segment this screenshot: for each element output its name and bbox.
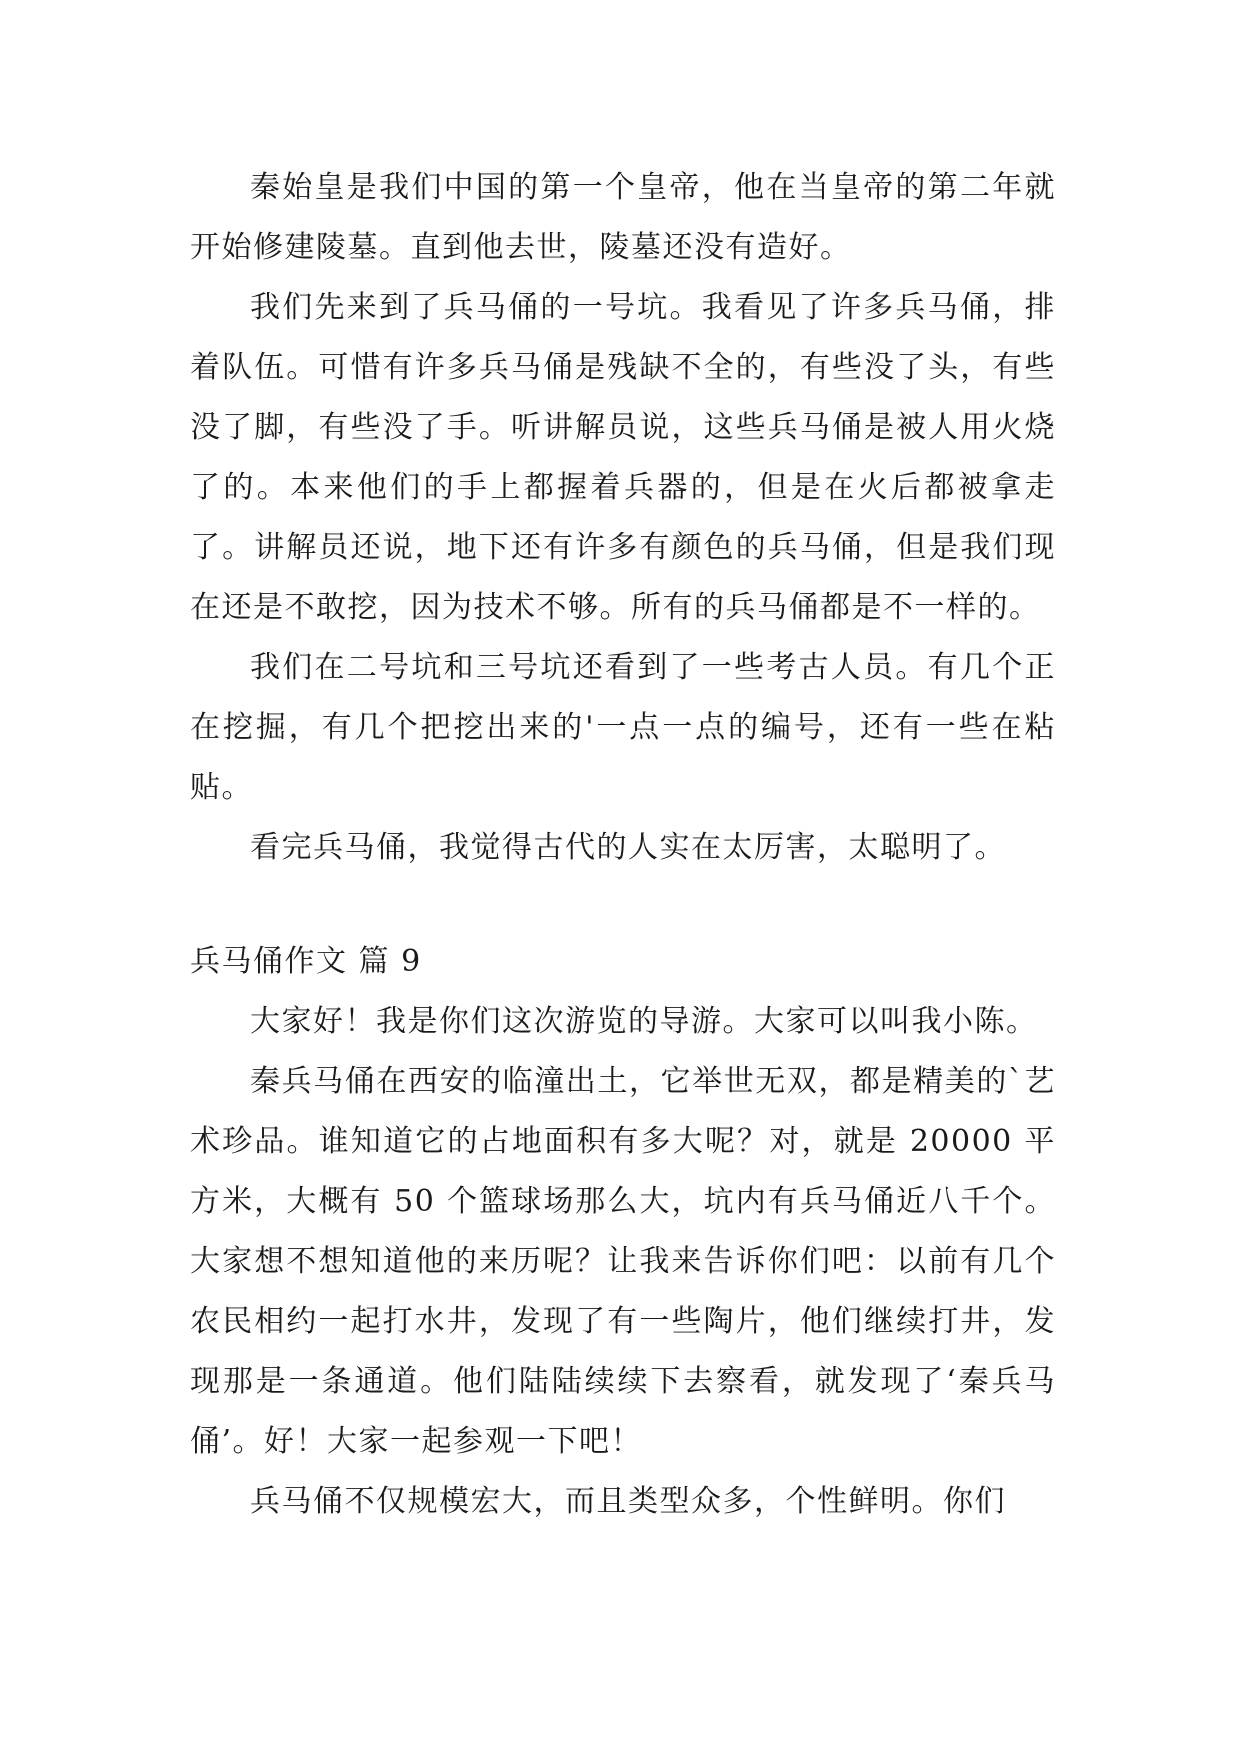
paragraph-scale: 兵马俑不仅规模宏大，而且类型众多，个性鲜明。你们 bbox=[250, 1484, 1006, 1519]
paragraph-pits-two-three: 我们在二号坑和三号坑还看到了一些考古人员。有几个正在挖掘，有几个把挖出来的'一点一点的编号，还有一些在粘贴。 bbox=[190, 650, 1056, 805]
paragraph-pit-one: 我们先来到了兵马俑的一号坑。我看见了许多兵马俑，排着队伍。可惜有许多兵马俑是残缺不全的，有些没了头，有些没了脚，有些没了手。听讲解员说，这些兵马俑是被人用火烧了的。本来他们的手上都握着兵器的，但是在火后都被拿走了。讲解员还说，地下还有许多有颜色的兵马俑，但是我们现在还是不敢挖，因为技术不够。所有的兵马俑都是不一样的。 bbox=[190, 290, 1056, 625]
section-title: 兵马俑作文 篇 9 bbox=[190, 944, 422, 979]
paragraph-conclusion: 看完兵马俑，我觉得古代的人实在太厉害，太聪明了。 bbox=[250, 830, 1006, 865]
paragraph-history: 秦兵马俑在西安的临潼出土，它举世无双，都是精美的`艺术珍品。谁知道它的占地面积有多大呢？对，就是 20000 平方米，大概有 50 个篮球场那么大，坑内有兵马俑近八千个。大家想不想知道他的来历呢？让我来告诉你们吧：以前有几个农民相约一起打水井，发现了有一些陶片，他们继续打井，发现那是一条通道。他们陆陆续续下去察看，就发现了‘秦兵马俑’。好！大家一起参观一下吧！ bbox=[190, 1064, 1056, 1459]
document-page bbox=[190, 158, 1056, 1532]
paragraph-qin-emperor: 秦始皇是我们中国的第一个皇帝，他在当皇帝的第二年就开始修建陵墓。直到他去世，陵墓还没有造好。 bbox=[190, 170, 1056, 265]
paragraph-greeting: 大家好！我是你们这次游览的导游。大家可以叫我小陈。 bbox=[250, 1004, 1038, 1039]
